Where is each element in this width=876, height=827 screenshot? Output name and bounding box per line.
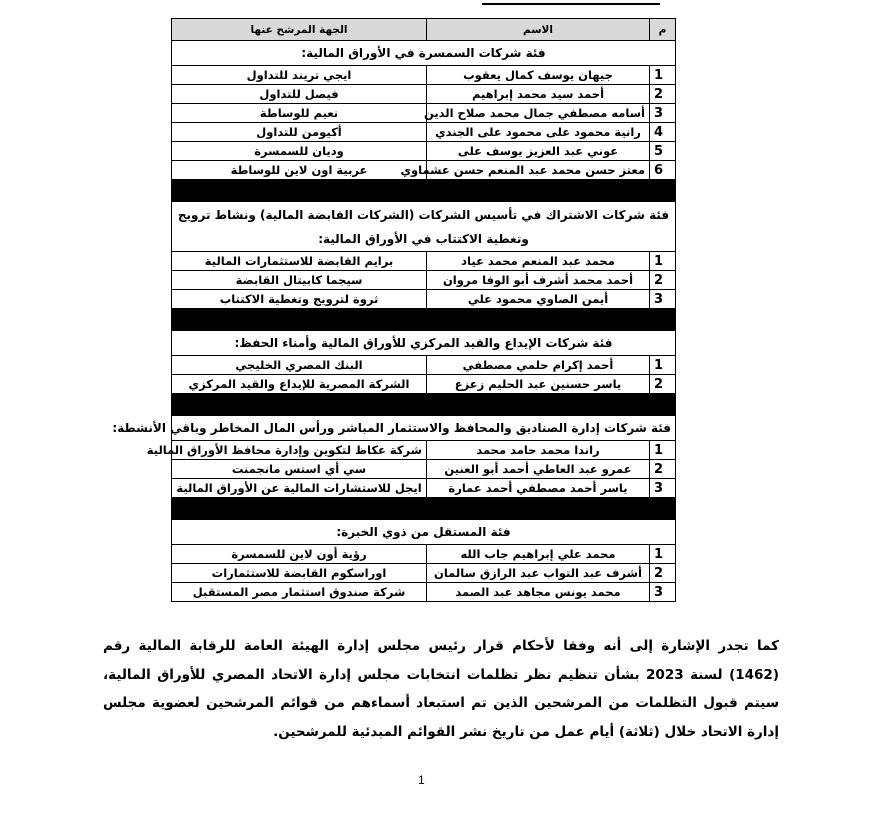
nominating-entity: فيصل للتداول <box>172 85 427 104</box>
candidate-name: ياسر أحمد مصطفي أحمد عمارة <box>427 479 650 498</box>
table-row <box>172 375 676 394</box>
row-number: 2 <box>650 85 676 104</box>
row-number: 1 <box>650 356 676 375</box>
section-title-row <box>172 520 676 545</box>
row-number: 2 <box>650 375 676 394</box>
row-number: 2 <box>650 564 676 583</box>
separator-cell <box>172 180 676 202</box>
row-number: 3 <box>650 479 676 498</box>
candidate-name: راندا محمد حامد محمد <box>427 441 650 460</box>
candidate-name: أيمن الصاوي محمود علي <box>427 290 650 309</box>
candidate-name: محمد عبد المنعم محمد عياد <box>427 252 650 271</box>
section-separator <box>172 394 676 416</box>
candidate-name: أحمد إكرام حلمي مصطفي <box>427 356 650 375</box>
nominating-entity: ايجل للاستشارات المالية عن الأوراق المالية <box>172 479 427 498</box>
nominating-entity: شركة عكاظ لتكوين وإدارة محافظ الأوراق المالية <box>172 441 427 460</box>
section-title: فئة شركات السمسرة في الأوراق المالية: <box>172 41 676 66</box>
row-number: 4 <box>650 123 676 142</box>
page-number: 1 <box>418 773 425 787</box>
section-separator <box>172 309 676 331</box>
section-title: فئة شركات الإيداع والقيد المركزي للأوراق المالية وأمناء الحفظ: <box>172 331 676 356</box>
row-number: 2 <box>650 460 676 479</box>
nominating-entity: أكيومن للتداول <box>172 123 427 142</box>
row-number: 6 <box>650 161 676 180</box>
candidate-name: محمد علي إبراهيم جاب الله <box>427 545 650 564</box>
table-row <box>172 104 676 123</box>
section-title: فئة شركات الاشتراك في تأسيس الشركات (الشركات القابضة المالية) ونشاط ترويج وتغطية الاكتتاب في الأوراق المالية: <box>172 202 676 252</box>
candidate-name: رانية محمود على محمود على الجندي <box>427 123 650 142</box>
separator-cell <box>172 498 676 520</box>
table-row <box>172 356 676 375</box>
separator-cell <box>172 394 676 416</box>
section-separator <box>172 180 676 202</box>
candidate-name: عمرو عبد العاطي أحمد أبو العنين <box>427 460 650 479</box>
row-number: 1 <box>650 545 676 564</box>
separator-cell <box>172 309 676 331</box>
table-row <box>172 441 676 460</box>
cropped-heading-underline <box>482 3 660 5</box>
candidate-name: أحمد سيد محمد إبراهيم <box>427 85 650 104</box>
candidate-name: معتز حسن محمد عبد المنعم حسن عشماوي <box>427 161 650 180</box>
nominating-entity: نعيم للوساطة <box>172 104 427 123</box>
nominating-entity: برايم القابضة للاستثمارات المالية <box>172 252 427 271</box>
note-paragraph: كما تجدر الإشارة إلى أنه وفقا لأحكام قرار رئيس مجلس إدارة الهيئة العامة للرقابة المالية رقم (1462) لسنة 2023 بشأن تنظيم نظر تظلمات انتخابات مجلس إدارة الاتحاد المصري للأوراق المالية، سيتم قبول التظلمات من المرشحين الذين تم استبعاد أسماءهم من قوائم المرشحين لعضوية مجلس إدارة الاتحاد خلال (ثلاثة) أيام عمل من تاريخ نشر القوائم المبدئية للمرشحين. <box>103 638 779 740</box>
nominating-entity: شركة صندوق استثمار مصر المستقبل <box>172 583 427 602</box>
section-title: فئة شركات إدارة الصناديق والمحافظ والاستثمار المباشر ورأس المال المخاطر وباقي الأنشطة: <box>172 416 676 441</box>
table-row <box>172 564 676 583</box>
section-separator <box>172 498 676 520</box>
candidate-name: جيهان يوسف كمال يعقوب <box>427 66 650 85</box>
header-num: م <box>650 19 676 41</box>
section-title-row <box>172 202 676 252</box>
row-number: 2 <box>650 271 676 290</box>
table-row <box>172 583 676 602</box>
nominating-entity: اوراسكوم القابضة للاستثمارات <box>172 564 427 583</box>
row-number: 3 <box>650 290 676 309</box>
nominating-entity: ثروة لترويج وتغطية الاكتتاب <box>172 290 427 309</box>
nominating-entity: البنك المصري الخليجي <box>172 356 427 375</box>
candidate-name: ياسر حسنين عبد الحليم زعزع <box>427 375 650 394</box>
nominating-entity: رؤية أون لاين للسمسرة <box>172 545 427 564</box>
row-number: 3 <box>650 583 676 602</box>
row-number: 1 <box>650 66 676 85</box>
nominating-entity: ايجي تريند للتداول <box>172 66 427 85</box>
section-title-row <box>172 41 676 66</box>
candidate-name: محمد يونس مجاهد عبد الصمد <box>427 583 650 602</box>
header-entity: الجهة المرشح عنها <box>172 19 427 41</box>
candidate-name: أسامه مصطفي جمال محمد صلاح الدين <box>427 104 650 123</box>
nominating-entity: عربية اون لاين للوساطة <box>172 161 427 180</box>
table-row <box>172 290 676 309</box>
section-title-row <box>172 331 676 356</box>
table-row <box>172 123 676 142</box>
candidate-name: أحمد محمد أشرف أبو الوفا مروان <box>427 271 650 290</box>
table-row <box>172 271 676 290</box>
row-number: 1 <box>650 252 676 271</box>
nominating-entity: الشركة المصرية للإيداع والقيد المركزي <box>172 375 427 394</box>
table-header <box>172 19 676 41</box>
table-row <box>172 460 676 479</box>
row-number: 3 <box>650 104 676 123</box>
row-number: 5 <box>650 142 676 161</box>
row-number: 1 <box>650 441 676 460</box>
header-name: الاسم <box>427 19 650 41</box>
section-title: فئة المستقل من ذوي الخبرة: <box>172 520 676 545</box>
nominating-entity: وديان للسمسرة <box>172 142 427 161</box>
nominating-entity: سيجما كابيتال القابضة <box>172 271 427 290</box>
table-row <box>172 252 676 271</box>
table-row <box>172 66 676 85</box>
table-row <box>172 85 676 104</box>
table-row <box>172 142 676 161</box>
section-title-row <box>172 416 676 441</box>
table-row <box>172 479 676 498</box>
candidate-name: عوني عبد العزيز يوسف على <box>427 142 650 161</box>
nominating-entity: سي أي استس مانجمنت <box>172 460 427 479</box>
candidate-name: أشرف عبد التواب عبد الرازق سالمان <box>427 564 650 583</box>
candidates-table <box>112 18 676 602</box>
table-row <box>172 161 676 180</box>
table-row <box>172 545 676 564</box>
